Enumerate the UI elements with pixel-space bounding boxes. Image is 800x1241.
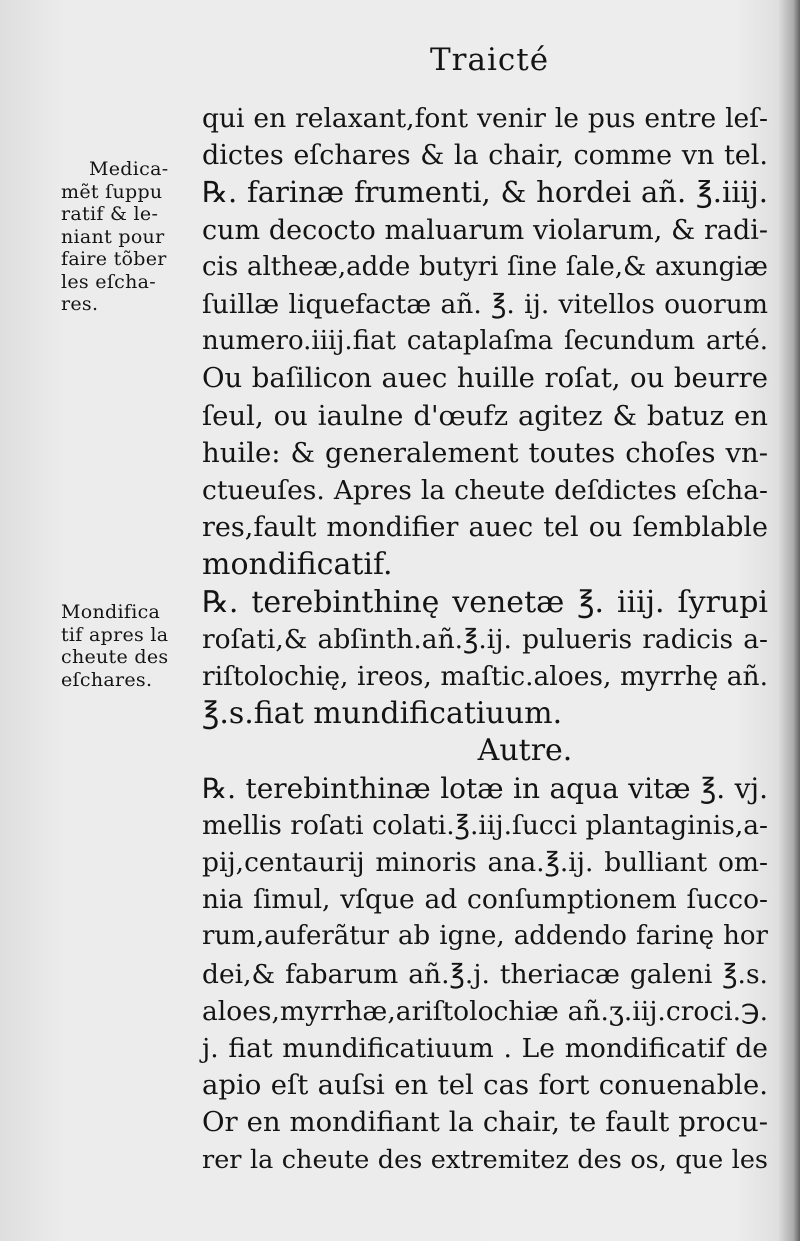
text-line: huile: & generalement toutes choſes vn- bbox=[202, 436, 768, 469]
text-line: qui en relaxant,font venir le pus entre leſ- bbox=[202, 103, 768, 134]
text-line: ctueuſes. Apres la cheute deſdictes eſcha- bbox=[202, 475, 768, 507]
text-line: ℞. farinæ frumenti, & hordei añ. ℥.iiij. bbox=[202, 175, 768, 210]
text-line: dei,& fabarum añ.℥.j. theriacæ galeni ℥.s. bbox=[202, 958, 768, 990]
text-line: apio eſt auſsi en tel cas fort conuenable. bbox=[202, 1069, 768, 1102]
text-line: Or en mondifiant la chair, te fault procu- bbox=[202, 1106, 768, 1139]
text-line: cum decocto maluarum violarum, & radi- bbox=[202, 214, 768, 246]
margin-note-line: res. bbox=[61, 293, 99, 315]
margin-note-line: eſchares. bbox=[61, 668, 153, 691]
margin-note-line: Mondifica bbox=[61, 601, 161, 623]
margin-note-mondificatif bbox=[61, 601, 196, 691]
text-line: rer la cheute des extremitez des os, que les bbox=[202, 1144, 768, 1175]
margin-note-line: tif apres la bbox=[61, 623, 169, 646]
text-line: ſeul, ou iaulne d'œufz agitez & batuz en bbox=[202, 399, 768, 432]
text-line: pij,centaurij minoris ana.℥.ij. bulliant om- bbox=[202, 847, 768, 879]
text-line: aloes,myrrhæ,ariſtolochiæ añ.ʒ.iij.croci.℈. bbox=[202, 995, 768, 1027]
margin-note-suppuratif bbox=[61, 158, 196, 316]
text-line: res,fault mondifier auec tel ou ſemblable bbox=[202, 512, 768, 544]
text-line: j. fiat mundificatiuum . Le mondificatif de bbox=[202, 1033, 768, 1065]
text-line: ℥.s.fiat mundificatiuum. bbox=[202, 696, 563, 732]
text-line: nia ſimul, vſque ad conſumptionem ſucco- bbox=[202, 884, 768, 916]
text-line: ſuillæ liquefactæ añ. ℥. ij. vitellos ouorum bbox=[202, 289, 768, 321]
margin-note-line: mẽt ſuppu bbox=[61, 180, 163, 203]
text-line: mondificatif. bbox=[202, 547, 393, 583]
text-line: numero.iiij.fiat cataplaſma ſecundum arté. bbox=[202, 326, 768, 357]
section-heading-autre: Autre. bbox=[477, 733, 573, 769]
margin-note-line: faire tõber bbox=[61, 248, 167, 270]
running-head: Traicté bbox=[430, 42, 550, 78]
text-line: riſtolochię, ireos, maſtic.aloes, myrrhę añ. bbox=[202, 661, 768, 693]
margin-note-line: les eſcha- bbox=[61, 270, 157, 293]
text-line: Ou baſilicon auec huille roſat, ou beurre bbox=[202, 362, 768, 395]
text-line: roſati,& abſinth.añ.℥.ij. pulueris radicis a- bbox=[202, 623, 768, 655]
main-text-block bbox=[202, 100, 768, 1179]
margin-note-line: cheute des bbox=[61, 646, 169, 668]
page-edge-shadow bbox=[778, 0, 800, 1241]
text-line: mellis roſati colati.℥.iij.ſucci plantaginis,a- bbox=[202, 809, 768, 841]
text-line: ℞. terebinthinæ lotæ in aqua vitæ ℥. vj. bbox=[202, 771, 768, 805]
margin-note-line: niant pour bbox=[61, 225, 165, 248]
margin-note-line: ratif & le- bbox=[61, 203, 159, 225]
text-line: ℞. terebinthinę venetæ ℥. iiij. ſyrupi bbox=[202, 584, 768, 620]
text-line: cis altheæ,adde butyri ſine ſale,& axungiæ bbox=[202, 251, 768, 282]
text-line: rum,auferãtur ab igne, addendo farinę hor bbox=[202, 921, 768, 952]
text-line: dictes eſchares & la chair, comme vn tel. bbox=[202, 140, 768, 172]
margin-note-line: Medica- bbox=[89, 158, 169, 180]
